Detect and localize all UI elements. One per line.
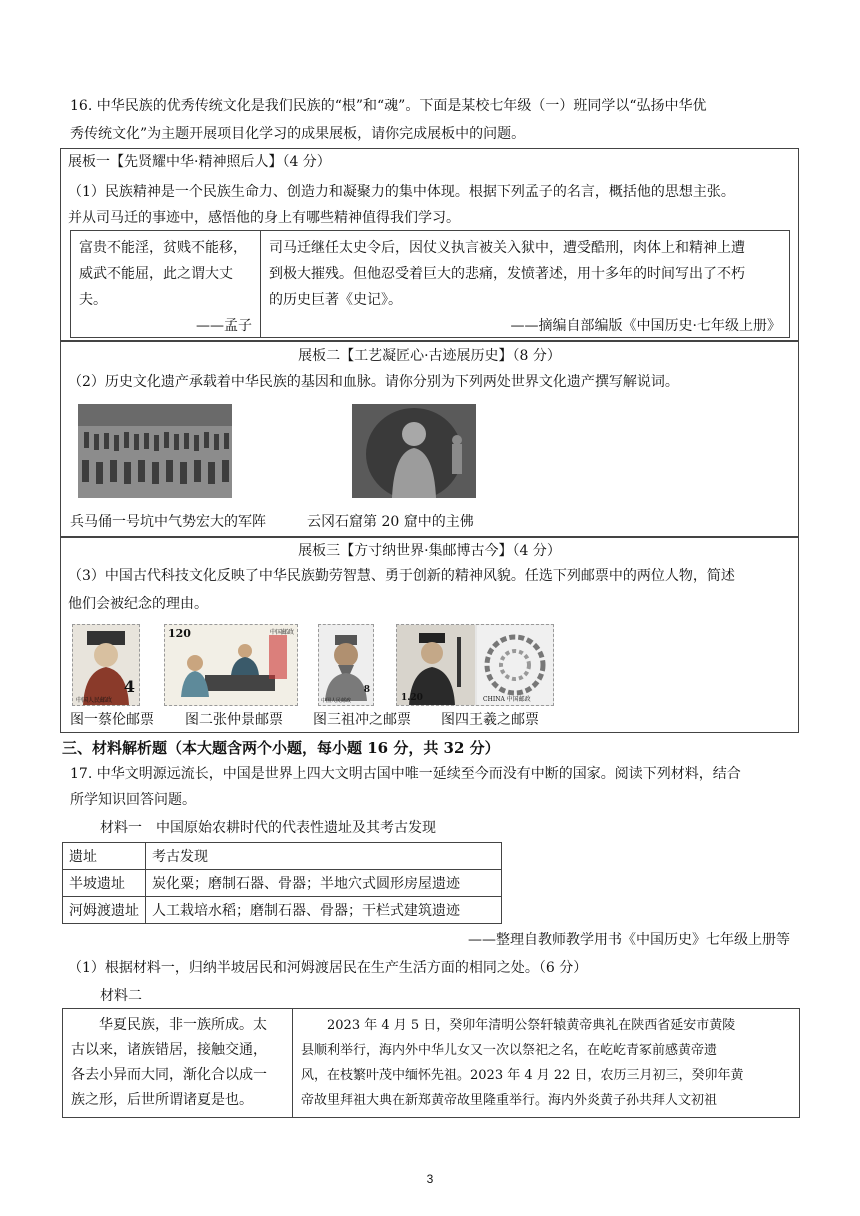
sima-qian-cell bbox=[260, 230, 790, 338]
board1-question-line1: （1）民族精神是一个民族生命力、创造力和凝聚力的集中体现。根据下列孟子的名言，概括他的思想主张。 bbox=[68, 184, 735, 200]
stamp3-issuer: 中国人民邮政 bbox=[321, 698, 352, 704]
m2-right-line: 2023 年 4 月 5 日，癸卯年清明公祭轩辕黄帝典礼在陕西省延安市黄陵 bbox=[327, 1018, 736, 1033]
table-cell: 半坡遗址 bbox=[63, 870, 146, 897]
stamp1-issuer: 中国人民邮政 bbox=[76, 697, 113, 704]
m2-left-line: 各去小异而大同，渐化合以成一 bbox=[71, 1067, 267, 1083]
table-row bbox=[63, 897, 502, 924]
zu-chongzhi-stamp bbox=[318, 624, 374, 706]
stamp4-issuer: CHINA 中国邮政 bbox=[483, 696, 531, 703]
board1-title: 展板一【先贤耀中华·精神照后人】（4 分） bbox=[68, 154, 331, 170]
material2-left-cell bbox=[62, 1008, 293, 1118]
wang-xizhi-stamp bbox=[396, 624, 554, 706]
m2-right-line: 风，在枝繁叶茂中缅怀先祖。2023 年 4 月 22 日，农历三月初三，癸卯年黄 bbox=[301, 1068, 744, 1083]
q16-intro-line1: 16. 中华民族的优秀传统文化是我们民族的“根”和“魂”。下面是某校七年级（一）班同学以“弘扬中华优 bbox=[70, 98, 707, 114]
board2-title: 展板二【工艺凝匠心·古迹展历史】（8 分） bbox=[298, 348, 561, 364]
mencius-line: 威武不能屈，此之谓大丈 bbox=[79, 266, 233, 282]
sima-line: 司马迁继任太史令后，因仗义执言被关入狱中，遭受酷刑，肉体上和精神上遭 bbox=[269, 240, 745, 256]
stamp1-value: 4 bbox=[123, 677, 135, 696]
stamp4-value: 1.20 bbox=[401, 693, 423, 703]
q16-intro-line2: 秀传统文化”为主题开展项目化学习的成果展板，请你完成展板中的问题。 bbox=[70, 126, 526, 142]
stamp-caption-2: 图二张仲景邮票 bbox=[185, 712, 283, 728]
table-cell: 河姆渡遗址 bbox=[63, 897, 146, 924]
stamp2-issuer: 中国邮政 bbox=[269, 629, 294, 636]
board3-question-line2: 他们会被纪念的理由。 bbox=[68, 596, 208, 612]
archaeology-table bbox=[62, 842, 502, 924]
stamp-caption-3: 图三祖冲之邮票 bbox=[313, 712, 411, 728]
page-number: 3 bbox=[426, 1172, 434, 1186]
mencius-quote-cell bbox=[70, 230, 261, 338]
section3-heading: 三、材料解析题（本大题含两个小题，每小题 16 分，共 32 分） bbox=[62, 739, 500, 757]
board2-question: （2）历史文化遗产承载着中华民族的基因和血脉。请你分别为下列两处世界文化遗产撰写解说词。 bbox=[68, 374, 679, 390]
material2-right-cell bbox=[292, 1008, 800, 1118]
terracotta-caption: 兵马俑一号坑中气势宏大的军阵 bbox=[70, 514, 266, 530]
q17-question1: （1）根据材料一，归纳半坡居民和河姆渡居民在生产生活方面的相同之处。（6 分） bbox=[68, 960, 588, 976]
material1-title: 材料一 中国原始农耕时代的代表性遗址及其考古发现 bbox=[100, 820, 436, 836]
m2-left-line: 古以来，诸族错居，接触交通， bbox=[71, 1042, 267, 1058]
q17-intro-line1: 17. 中华文明源远流长，中国是世界上四大文明古国中唯一延续至今而没有中断的国家。阅读下列材料，结合 bbox=[70, 766, 741, 782]
mencius-source: ——孟子 bbox=[196, 318, 252, 334]
board1-question-line2: 并从司马迁的事迹中，感悟他的身上有哪些精神值得我们学习。 bbox=[68, 210, 460, 226]
stamp-caption-1: 图一蔡伦邮票 bbox=[70, 712, 154, 728]
m2-right-line: 县顺利举行，海内外中华儿女又一次以祭祀之名，在屹屹青冢前感黄帝遗 bbox=[301, 1043, 718, 1058]
m2-left-line: 族之形，后世所谓诸夏是也。 bbox=[71, 1092, 253, 1108]
sima-line: 到极大摧残。但他忍受着巨大的悲痛，发愤著述，用十多年的时间写出了不朽 bbox=[269, 266, 745, 282]
board3-question-line1: （3）中国古代科技文化反映了中华民族勤劳智慧、勇于创新的精神风貌。任选下列邮票中的两位人物，简述 bbox=[68, 568, 735, 584]
stamp2-value: 120 bbox=[168, 627, 191, 640]
sima-source: ——摘编自部编版《中国历史·七年级上册》 bbox=[510, 318, 781, 334]
sima-line: 的历史巨著《史记》。 bbox=[269, 292, 402, 308]
stamp-caption-4: 图四王羲之邮票 bbox=[441, 712, 539, 728]
table-header: 遗址 bbox=[63, 843, 146, 870]
m2-left-line: 华夏民族，非一族所成。太 bbox=[99, 1017, 267, 1033]
material2-title: 材料二 bbox=[100, 988, 142, 1004]
table-row bbox=[63, 870, 502, 897]
terracotta-army-photo bbox=[78, 404, 232, 498]
material1-source: ——整理自教师教学用书《中国历史》七年级上册等 bbox=[468, 932, 790, 948]
table-header-row bbox=[63, 843, 502, 870]
stamp3-value: 8 bbox=[363, 685, 370, 695]
table-header: 考古发现 bbox=[146, 843, 502, 870]
mencius-line: 夫。 bbox=[79, 292, 107, 308]
table-cell: 炭化粟；磨制石器、骨器；半地穴式圆形房屋遗迹 bbox=[146, 870, 502, 897]
m2-right-line: 帝故里拜祖大典在新郑黄帝故里隆重举行。海内外炎黄子孙共拜人文初祖 bbox=[301, 1093, 718, 1108]
yungang-buddha-photo bbox=[352, 404, 476, 498]
table-cell: 人工栽培水稻；磨制石器、骨器；干栏式建筑遗迹 bbox=[146, 897, 502, 924]
board3-title: 展板三【方寸纳世界·集邮博古今】（4 分） bbox=[298, 543, 561, 559]
zhang-zhongjing-stamp bbox=[164, 624, 298, 706]
mencius-line: 富贵不能淫，贫贱不能移， bbox=[79, 240, 247, 256]
yungang-caption: 云冈石窟第 20 窟中的主佛 bbox=[307, 514, 474, 530]
cai-lun-stamp bbox=[72, 624, 140, 706]
q17-intro-line2: 所学知识回答问题。 bbox=[70, 792, 196, 808]
